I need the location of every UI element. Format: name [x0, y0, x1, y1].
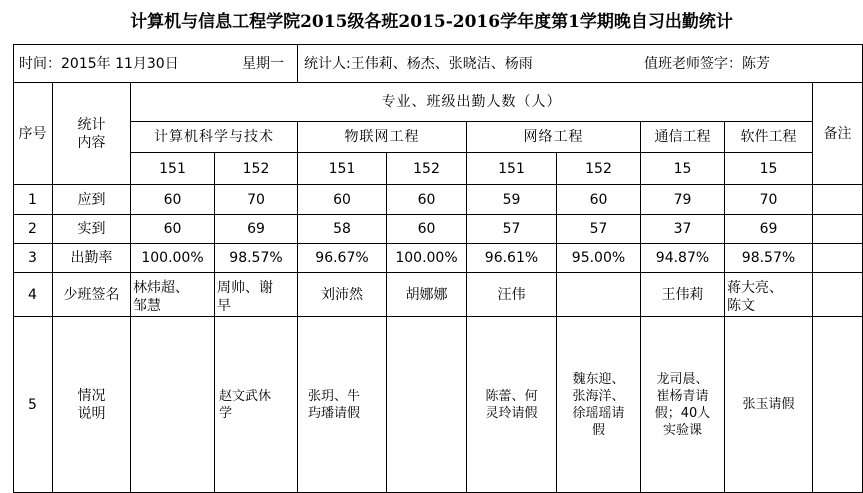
- notes-cell: [641, 317, 724, 492]
- major-header: 计算机科学与技术: [154, 129, 274, 145]
- weekday-field: 星期一: [242, 55, 284, 72]
- notes-line: 陈蕾、何: [485, 388, 538, 404]
- notes-line: 张玥、牛: [308, 388, 361, 404]
- data-cell: 60: [417, 221, 436, 237]
- class-header: 152: [585, 160, 612, 177]
- data-cell: 98.57%: [229, 250, 283, 266]
- notes-line: 龙司晨、: [656, 371, 709, 387]
- signature-line: 陈文: [727, 297, 755, 314]
- class-header: 15: [759, 160, 778, 177]
- data-cell: 37: [673, 221, 692, 237]
- major-header: 网络工程: [523, 129, 584, 145]
- signature-line: 早: [217, 297, 231, 314]
- data-cell: 96.67%: [315, 250, 369, 266]
- class-header: 151: [159, 160, 186, 177]
- notes-line: 学: [219, 405, 233, 421]
- notes-line: 魏东迎、: [572, 371, 625, 387]
- notes-label-line2: 说明: [77, 405, 106, 422]
- data-cell: 100.00%: [395, 250, 458, 266]
- notes-cell: [298, 317, 386, 492]
- row-label: 少班签名: [63, 286, 120, 303]
- data-cell: 69: [759, 221, 778, 237]
- class-header: 151: [328, 160, 356, 177]
- major-header: 物联网工程: [344, 129, 420, 145]
- row-label: 实到: [77, 221, 106, 237]
- notes-line: 灵玲请假: [485, 405, 538, 421]
- signature-cell: [131, 273, 214, 316]
- data-cell: 69: [247, 221, 265, 237]
- row-label: [53, 317, 130, 492]
- data-cell: 100.00%: [141, 250, 204, 266]
- class-header: 152: [413, 160, 440, 177]
- row-seq: 3: [28, 250, 37, 266]
- major-header: 通信工程: [654, 129, 711, 145]
- signature-cell: 胡娜娜: [405, 286, 448, 303]
- notes-line: 假；40人: [654, 405, 711, 421]
- signature-cell: [557, 273, 640, 316]
- content-header-line1: 统计: [77, 116, 106, 133]
- class-header: 15: [673, 160, 692, 177]
- page-title: 计算机与信息工程学院2015级各班2015-2016学年度第1学期晚自习出勤统计: [130, 12, 733, 32]
- major-header: 软件工程: [740, 129, 797, 145]
- data-cell: 60: [417, 191, 436, 208]
- attendance-header: 专业、班级出勤人数（人）: [381, 94, 562, 110]
- content-header-line2: 内容: [77, 134, 106, 151]
- notes-line: 崔杨青请: [656, 388, 709, 404]
- class-header: 152: [242, 160, 270, 177]
- notes-cell: 张玉请假: [742, 397, 795, 412]
- signature-cell: 刘沛然: [321, 286, 363, 303]
- signature-cell: 汪伟: [497, 286, 526, 303]
- teacher-signature-field: 值班老师签字：陈芳: [644, 55, 770, 72]
- notes-cell: [215, 317, 297, 492]
- signature-cell: [725, 273, 812, 316]
- notes-line: 假: [591, 422, 605, 438]
- notes-cell: [467, 317, 556, 492]
- signature-cell: 王伟莉: [661, 286, 704, 303]
- content-header: [53, 83, 130, 184]
- data-cell: 94.87%: [655, 250, 710, 266]
- data-cell: 96.61%: [484, 250, 539, 266]
- attendance-table: [0, 44, 863, 493]
- row-label: 应到: [77, 191, 106, 208]
- row-seq: 2: [28, 221, 37, 237]
- data-cell: 60: [589, 191, 608, 208]
- data-cell: 59: [502, 191, 521, 208]
- remarks-cell: [813, 317, 862, 492]
- row-seq: 1: [28, 191, 37, 208]
- row-seq: 4: [28, 286, 37, 303]
- data-cell: 60: [163, 191, 182, 208]
- signature-line: 蒋大亮、: [727, 279, 783, 296]
- notes-cell: [131, 317, 214, 492]
- signature-line: 邹慧: [133, 297, 161, 314]
- notes-line: 实验课: [662, 422, 702, 438]
- date-field: 时间：2015年 11月30日: [19, 55, 179, 72]
- data-cell: 57: [502, 221, 521, 237]
- data-cell: 70: [759, 191, 778, 208]
- seq-header: 序号: [18, 125, 47, 142]
- signature-line: 林炜超、: [133, 279, 189, 296]
- data-cell: 60: [163, 221, 182, 237]
- remarks-header: 备注: [823, 125, 852, 142]
- row-label: 出勤率: [70, 250, 113, 266]
- data-cell: 60: [333, 191, 351, 208]
- data-cell: 70: [247, 191, 265, 208]
- counters-field: 统计人:王伟莉、杨杰、张晓洁、杨雨: [304, 55, 533, 72]
- data-cell: 95.00%: [571, 250, 626, 266]
- row-seq: 5: [28, 396, 37, 413]
- data-cell: 57: [589, 221, 608, 237]
- class-header: 151: [498, 160, 525, 177]
- notes-line: 赵文武休: [219, 388, 272, 404]
- data-cell: 79: [673, 191, 692, 208]
- notes-cell: [557, 317, 640, 492]
- data-cell: 58: [333, 221, 351, 237]
- signature-line: 周帅、谢: [217, 279, 273, 296]
- data-cell: 98.57%: [741, 250, 796, 266]
- notes-line: 玙璠请假: [308, 405, 361, 421]
- notes-cell: [387, 317, 466, 492]
- notes-line: 张海洋、: [572, 388, 625, 404]
- notes-label-line1: 情况: [77, 387, 106, 404]
- signature-cell: [215, 273, 297, 316]
- notes-line: 徐瑶瑶请: [572, 405, 625, 421]
